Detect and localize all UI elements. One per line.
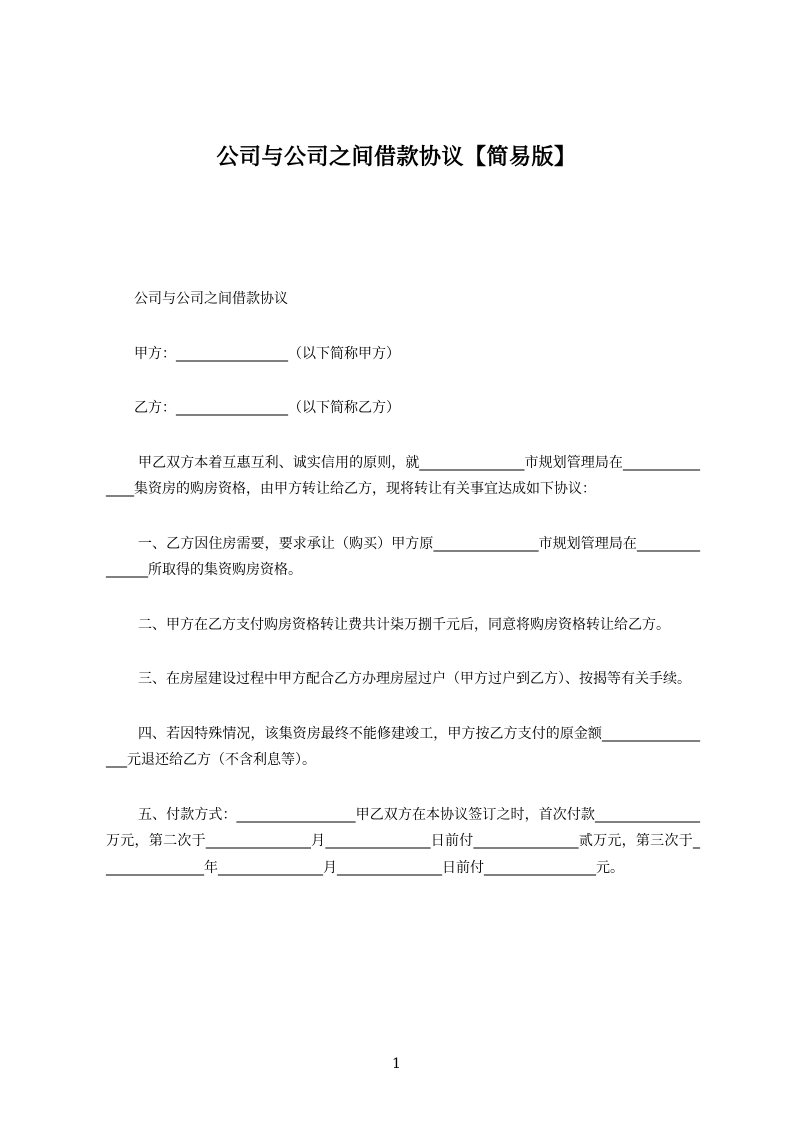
party-a-line: 甲方：________________（以下简称甲方） xyxy=(134,345,400,362)
party-b-line: 乙方：________________（以下简称乙方） xyxy=(134,400,400,416)
page-number: 1 xyxy=(392,1056,401,1072)
document-title: 公司与公司之间借款协议【简易版】 xyxy=(216,145,577,170)
document-body xyxy=(106,286,700,909)
clause-1: 一、乙方因住房需要，要求承让（购买）甲方原_______________市规划管理局在_______________所取得的集资购房资格。 xyxy=(106,535,700,578)
clause-4: 四、若因特殊情况，该集资房最终不能修建竣工，甲方按乙方支付的原金额_________________元退还给乙方（不含利息等）。 xyxy=(106,725,700,768)
subtitle-paragraph: 公司与公司之间借款协议 xyxy=(134,291,288,307)
clause-3: 三、在房屋建设过程中甲方配合乙方办理房屋过户（甲方过户到乙方）、按揭等有关手续。 xyxy=(138,671,691,687)
preamble-paragraph: 甲乙双方本着互惠互利、诚实信用的原则，就_______________市规划管理局在_______________集资房的购房资格，由甲方转让给乙方，现将转让有关事宜达成如下协议： xyxy=(106,454,700,497)
clause-5: 五、付款方式：_________________甲乙双方在本协议签订之时，首次付款_______________万元，第二次于_______________月_______________日前付_______________贰万元，第三次于_______________年_______________月_______________日前付________________元。 xyxy=(106,806,700,876)
clause-2: 二、甲方在乙方支付购房资格转让费共计柒万捌千元后，同意将购房资格转让给乙方。 xyxy=(138,616,670,633)
